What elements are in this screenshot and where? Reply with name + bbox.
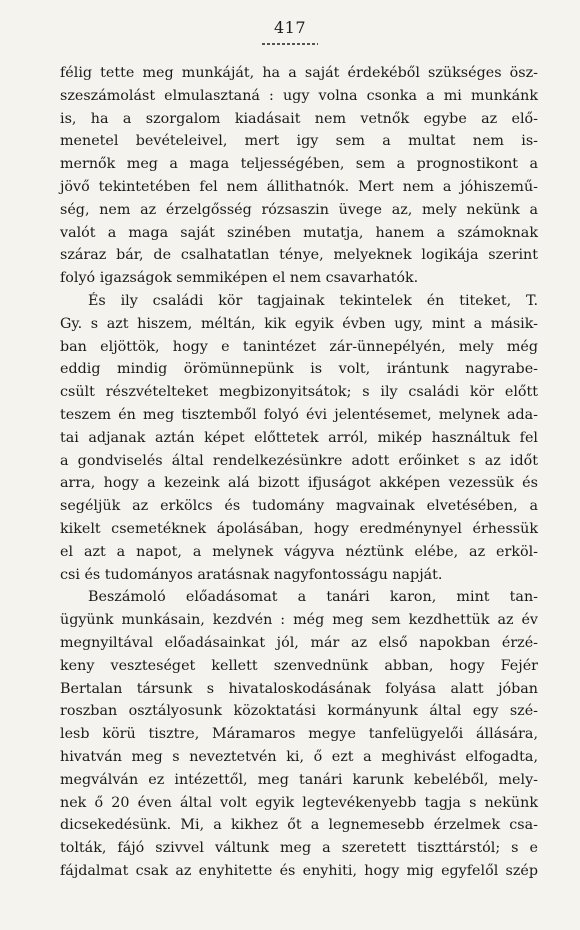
text-line: Gy. s azt hiszem, méltán, kik egyik évben ugy, mint a másik- (60, 315, 538, 332)
text-line: keny veszteséget kellett szenvednünk abban, hogy Fejér (60, 657, 538, 674)
text-line: megválván ez intézettől, meg tanári karunk kebeléből, mely- (60, 771, 538, 788)
text-line: És ily családi kör tagjainak tekintelek én titeket, T. (88, 292, 538, 309)
text-line: félig tette meg munkáját, ha a saját érdekéből szükséges ösz- (60, 65, 538, 81)
text-line: a gondviselés által rendelkezésünkre adott erőinket s az időt (60, 452, 538, 469)
body-text (60, 62, 538, 883)
text-line: nek ő 20 éven által volt egyik legtevékenyebb tagja s nekünk (60, 794, 538, 811)
text-line: menetel bevételeivel, mert igy sem a multat nem is- (60, 133, 538, 150)
text-line: folyó igazságok semmiképen el nem csavarhatók. (60, 270, 419, 287)
text-line: is, ha a szorgalom kiadásait nem vetnők egybe az elő- (60, 110, 538, 127)
text-line: hivatván meg s neveztetvén ki, ő ezt a meghivást elfogadta, (60, 748, 538, 765)
text-line: eddig mindig örömünnepünk is volt, irántunk nagyrabe- (60, 361, 538, 378)
text-line: Bertalan társunk s hivataloskodásának folyása alatt jóban (60, 680, 538, 697)
text-line: jövő tekintetében fel nem állithatnók. Mert nem a jóhiszemű- (60, 178, 538, 195)
text-line: kikelt csemetéknek ápolásában, hogy eredménynyel érhessük (60, 520, 538, 537)
text-line: fájdalmat csak az enyhitette és enyhiti, hogy mig egyfelől szép (60, 862, 538, 879)
text-line: ség, nem az érzelgősség rózsaszin üvege az, mely nekünk a (60, 201, 538, 218)
text-line: csi és tudományos aratásnak nagyfontosságu napját. (60, 566, 443, 583)
text-line: mernők meg a maga teljességében, sem a prognostikont a (60, 156, 538, 173)
text-line: tolták, fájó szivvel váltunk meg a szeretett tiszttárstól; s e (60, 840, 538, 857)
text-line: segéljük az erkölcs és tudomány magvainak elvetésében, a (60, 498, 538, 515)
text-line: lesb körü tisztre, Máramaros megye tanfelügyelői állására, (60, 726, 538, 743)
text-line: csült részvételteket megbizonyitsátok; s ily családi kör előtt (60, 384, 538, 401)
text-line: száraz bár, de csalhatatlan ténye, melyeknek logikája szerint (60, 247, 538, 264)
text-line: teszem én meg tisztemből folyó évi jelentésemet, melynek ada- (60, 406, 538, 423)
text-line: Beszámoló előadásomat a tanári karon, mint tan- (88, 589, 538, 606)
text-line: tai adjanak aztán képet előttetek arról, mikép használtuk fel (60, 429, 538, 446)
text-line: el azt a napot, a melynek vágyva néztünk elébe, az erköl- (60, 543, 538, 560)
text-line: arra, hogy a kezeink alá bizott ifjuságot akképen vezessük és (60, 475, 538, 492)
header-rule (262, 43, 318, 45)
text-line: ügyünk munkásain, kezdvén : még meg sem kezdhettük az év (60, 612, 538, 629)
page-number: 417 (273, 18, 307, 37)
text-line: dicsekedésünk. Mi, a kikhez őt a legnemesebb érzelmek csa- (60, 817, 538, 834)
text-line: szeszámolást elmulasztaná : ugy volna csonka a mi munkánk (60, 87, 538, 104)
text-line: ban eljöttök, hogy e tanintézet zár-ünnepélyén, mely még (60, 338, 538, 355)
text-line: valót a maga saját szinében mutatja, hanem a számoknak (60, 224, 538, 241)
text-line: megnyiltával előadásainkat jól, már az első napokban érzé- (60, 634, 538, 651)
text-line: roszban osztályosunk közoktatási kormányunk által egy szé- (60, 703, 538, 720)
